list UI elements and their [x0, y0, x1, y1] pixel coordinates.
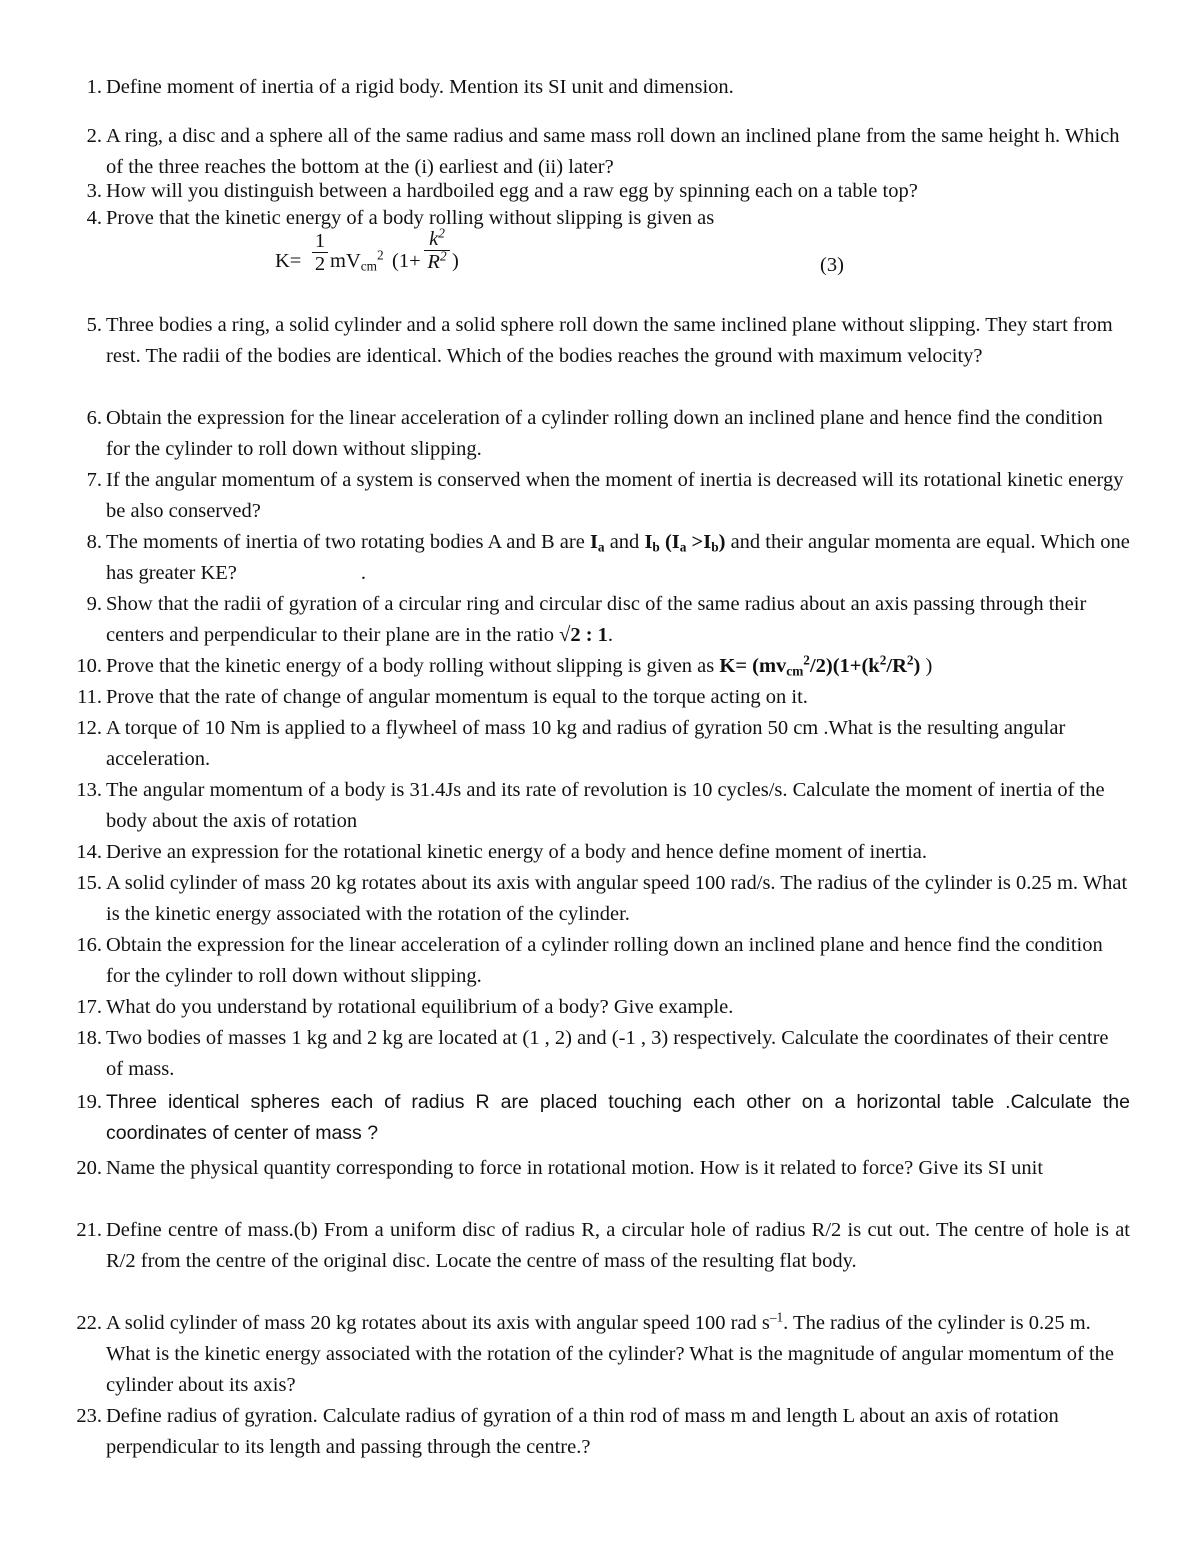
question-number: 23. — [76, 1405, 102, 1427]
q8-trailing-dot: . — [360, 562, 367, 584]
q10-formula — [719, 652, 921, 679]
formula-close-paren: ) — [452, 250, 459, 272]
denominator-sup: 2 — [439, 248, 447, 264]
formula-lhs: K= — [275, 250, 302, 272]
question-number: 12. — [76, 717, 102, 739]
question-number: 1. — [86, 76, 102, 98]
formula-open-paren: (1+ — [392, 250, 421, 272]
question-text: Three bodies a ring, a solid cylinder and a solid sphere roll down the same inclined plane without slipping. They start from rest. The radii of the bodies are identical. Which of the bodies reaches the ground with maximum velocity? — [106, 314, 1113, 367]
question-number: 20. — [76, 1157, 102, 1179]
q8-ib — [644, 531, 659, 553]
question-text — [106, 651, 1130, 682]
question-text — [106, 527, 1130, 589]
question-number: 4. — [86, 207, 102, 229]
q8-cmp-close: ) — [718, 531, 726, 553]
q10-text-post: ) — [920, 655, 933, 677]
question-text: What do you understand by rotational equilibrium of a body? Give example. — [106, 996, 734, 1018]
question-number: 5. — [86, 314, 102, 336]
q10-f-b: /2)(1+(k — [809, 655, 880, 677]
q10-f-k2: 2 — [879, 652, 887, 668]
q8-ib-subscript: b — [652, 539, 660, 555]
q8-ib-symbol: I — [644, 531, 653, 553]
question-number: 9. — [86, 593, 102, 615]
q22-text-post: . The radius of the cylinder is 0.25 m. What is the kinetic energy associated with the rotation of the cylinder? What is the magnitude of angular momentum of the cylinder about its axis? — [106, 1312, 1115, 1396]
formula-squared: 2 — [377, 247, 384, 263]
question-number: 3. — [86, 180, 102, 202]
question-22 — [64, 1308, 1130, 1401]
fraction-denominator — [424, 248, 450, 273]
question-18 — [64, 1023, 1130, 1085]
question-text: Obtain the expression for the linear acceleration of a cylinder rolling down an inclined plane and hence find the condition for the cylinder to roll down without slipping. — [106, 407, 1103, 460]
question-19 — [64, 1087, 1130, 1149]
question-text: Obtain the expression for the linear acceleration of a cylinder rolling down an inclined plane and hence find the condition for the cylinder to roll down without slipping. — [106, 934, 1103, 987]
kinetic-energy-formula — [275, 225, 844, 292]
fraction-numerator: 1 — [314, 230, 326, 252]
question-text: If the angular momentum of a system is conserved when the moment of inertia is decreased will its rotational kinetic energy be also conserved? — [106, 469, 1124, 522]
question-number: 11. — [77, 686, 102, 708]
fraction-numerator — [424, 225, 450, 250]
q22-text-pre: A solid cylinder of mass 20 kg rotates about its axis with angular speed 100 rad s — [106, 1312, 770, 1334]
question-text: Define centre of mass.(b) From a uniform disc of radius R, a circular hole of radius R/2 is cut out. The centre of hole is at R/2 from the centre of the original disc. Locate the centre of mass of the resulting flat body. — [106, 1219, 1130, 1272]
fraction-denominator: 2 — [314, 253, 326, 275]
question-12 — [64, 713, 1130, 775]
q22-exponent: –1 — [769, 1309, 784, 1325]
denominator-r: R — [427, 251, 440, 273]
q9-text-pre: Show that the radii of gyration of a circular ring and circular disc of the same radius about an axis passing through their centers and perpendicular to their plane are in the ratio — [106, 593, 1087, 646]
question-number: 22. — [76, 1312, 102, 1334]
q8-text-pre: The moments of inertia of two rotating bodies A and B are — [106, 531, 590, 553]
question-2 — [64, 121, 1130, 183]
question-text: Three identical spheres each of radius R are placed touching each other on a horizontal table .Calculate the coordinates of center of mass ? — [106, 1091, 1130, 1144]
question-text: Name the physical quantity corresponding to force in rotational motion. How is it related to force? Give its SI unit — [106, 1157, 1044, 1179]
q8-cmp-a: a — [679, 539, 687, 555]
question-text: Prove that the kinetic energy of a body rolling without slipping is given as — [106, 207, 715, 229]
question-21 — [64, 1215, 1130, 1277]
question-number: 16. — [76, 934, 102, 956]
q10-f-c: /R — [886, 655, 907, 677]
formula-mv-text: mV — [330, 250, 361, 272]
question-number: 7. — [86, 469, 102, 491]
question-4 — [64, 203, 1130, 234]
formula-mv — [330, 246, 384, 277]
question-number: 10. — [76, 655, 102, 677]
formula-fraction-k-over-r — [424, 225, 450, 273]
question-number: 15. — [76, 872, 102, 894]
q10-f-sq: 2 — [803, 652, 810, 668]
q8-cmp-b: b — [711, 539, 719, 555]
q8-ia-subscript: a — [597, 539, 605, 555]
q8-cmp-gt: >I — [686, 531, 712, 553]
q8-cmp-open: (I — [659, 531, 680, 553]
question-23 — [64, 1401, 1130, 1463]
q10-f-cm: cm — [786, 663, 804, 679]
q9-text-post: . — [607, 624, 614, 646]
question-number: 14. — [76, 841, 102, 863]
question-number: 18. — [76, 1027, 102, 1049]
question-text: A solid cylinder of mass 20 kg rotates about its axis with angular speed 100 rad/s. The radius of the cylinder is 0.25 m. What is the kinetic energy associated with the rotation of the cylinder. — [106, 872, 1128, 925]
question-text: The angular momentum of a body is 31.4Js and its rate of revolution is 10 cycles/s. Calculate the moment of inertia of the body about the axis of rotation — [106, 779, 1105, 832]
question-number: 13. — [76, 779, 102, 801]
q8-text-post: and their angular momenta are equal. Which one has greater KE? — [106, 531, 1130, 584]
question-13 — [64, 775, 1130, 837]
question-11 — [64, 682, 1130, 713]
q10-f-a: K= (mv — [719, 655, 787, 677]
question-text: Define moment of inertia of a rigid body. Mention its SI unit and dimension. — [106, 76, 734, 98]
question-17 — [64, 992, 1130, 1023]
formula-fraction-half — [312, 230, 328, 275]
q10-text-pre: Prove that the kinetic energy of a body rolling without slipping is given as — [106, 655, 720, 677]
question-text: Two bodies of masses 1 kg and 2 kg are located at (1 , 2) and (-1 , 3) respectively. Calculate the coordinates of their centre of mass. — [106, 1027, 1109, 1080]
question-number: 2. — [86, 125, 102, 147]
question-number: 17. — [76, 996, 102, 1018]
question-number: 21. — [76, 1219, 102, 1241]
question-15 — [64, 868, 1130, 930]
question-20 — [64, 1153, 1130, 1184]
q10-f-r2: 2 — [906, 652, 914, 668]
q8-and: and — [604, 531, 645, 553]
question-6 — [64, 403, 1130, 465]
question-7 — [64, 465, 1130, 527]
question-text — [106, 589, 1130, 651]
question-9 — [64, 589, 1130, 651]
question-text: How will you distinguish between a hardboiled egg and a raw egg by spinning each on a table top? — [106, 180, 918, 202]
question-text: A torque of 10 Nm is applied to a flywheel of mass 10 kg and radius of gyration 50 cm .What is the resulting angular acceleration. — [106, 717, 1066, 770]
formula-cm-subscript: cm — [360, 258, 378, 274]
question-10 — [64, 651, 1130, 682]
question-14 — [64, 837, 1130, 868]
numerator-sup: 2 — [438, 225, 445, 241]
question-text: Derive an expression for the rotational kinetic energy of a body and hence define moment of inertia. — [106, 841, 928, 863]
q8-comparison — [660, 531, 726, 553]
question-text: A ring, a disc and a sphere all of the same radius and same mass roll down an inclined plane from the same height h. Which of the three reaches the bottom at the (i) earliest and (ii) later? — [106, 125, 1120, 178]
question-text — [106, 1308, 1130, 1401]
q9-ratio: √2 : 1 — [559, 624, 608, 646]
q8-ia — [590, 531, 605, 553]
question-5 — [64, 310, 1130, 372]
q10-f-d: ) — [913, 655, 921, 677]
question-text: Prove that the rate of change of angular momentum is equal to the torque acting on it. — [106, 686, 808, 708]
question-16 — [64, 930, 1130, 992]
question-1 — [64, 72, 1130, 103]
q8-ia-symbol: I — [589, 531, 598, 553]
question-number: 8. — [86, 531, 102, 553]
question-text: Define radius of gyration. Calculate radius of gyration of a thin rod of mass m and length L about an axis of rotation perpendicular to its length and passing through the centre.? — [106, 1405, 1059, 1458]
equation-number: (3) — [820, 254, 844, 276]
question-number: 6. — [86, 407, 102, 429]
question-number: 19. — [76, 1091, 102, 1113]
numerator-k: k — [429, 228, 439, 250]
question-8 — [64, 527, 1130, 589]
